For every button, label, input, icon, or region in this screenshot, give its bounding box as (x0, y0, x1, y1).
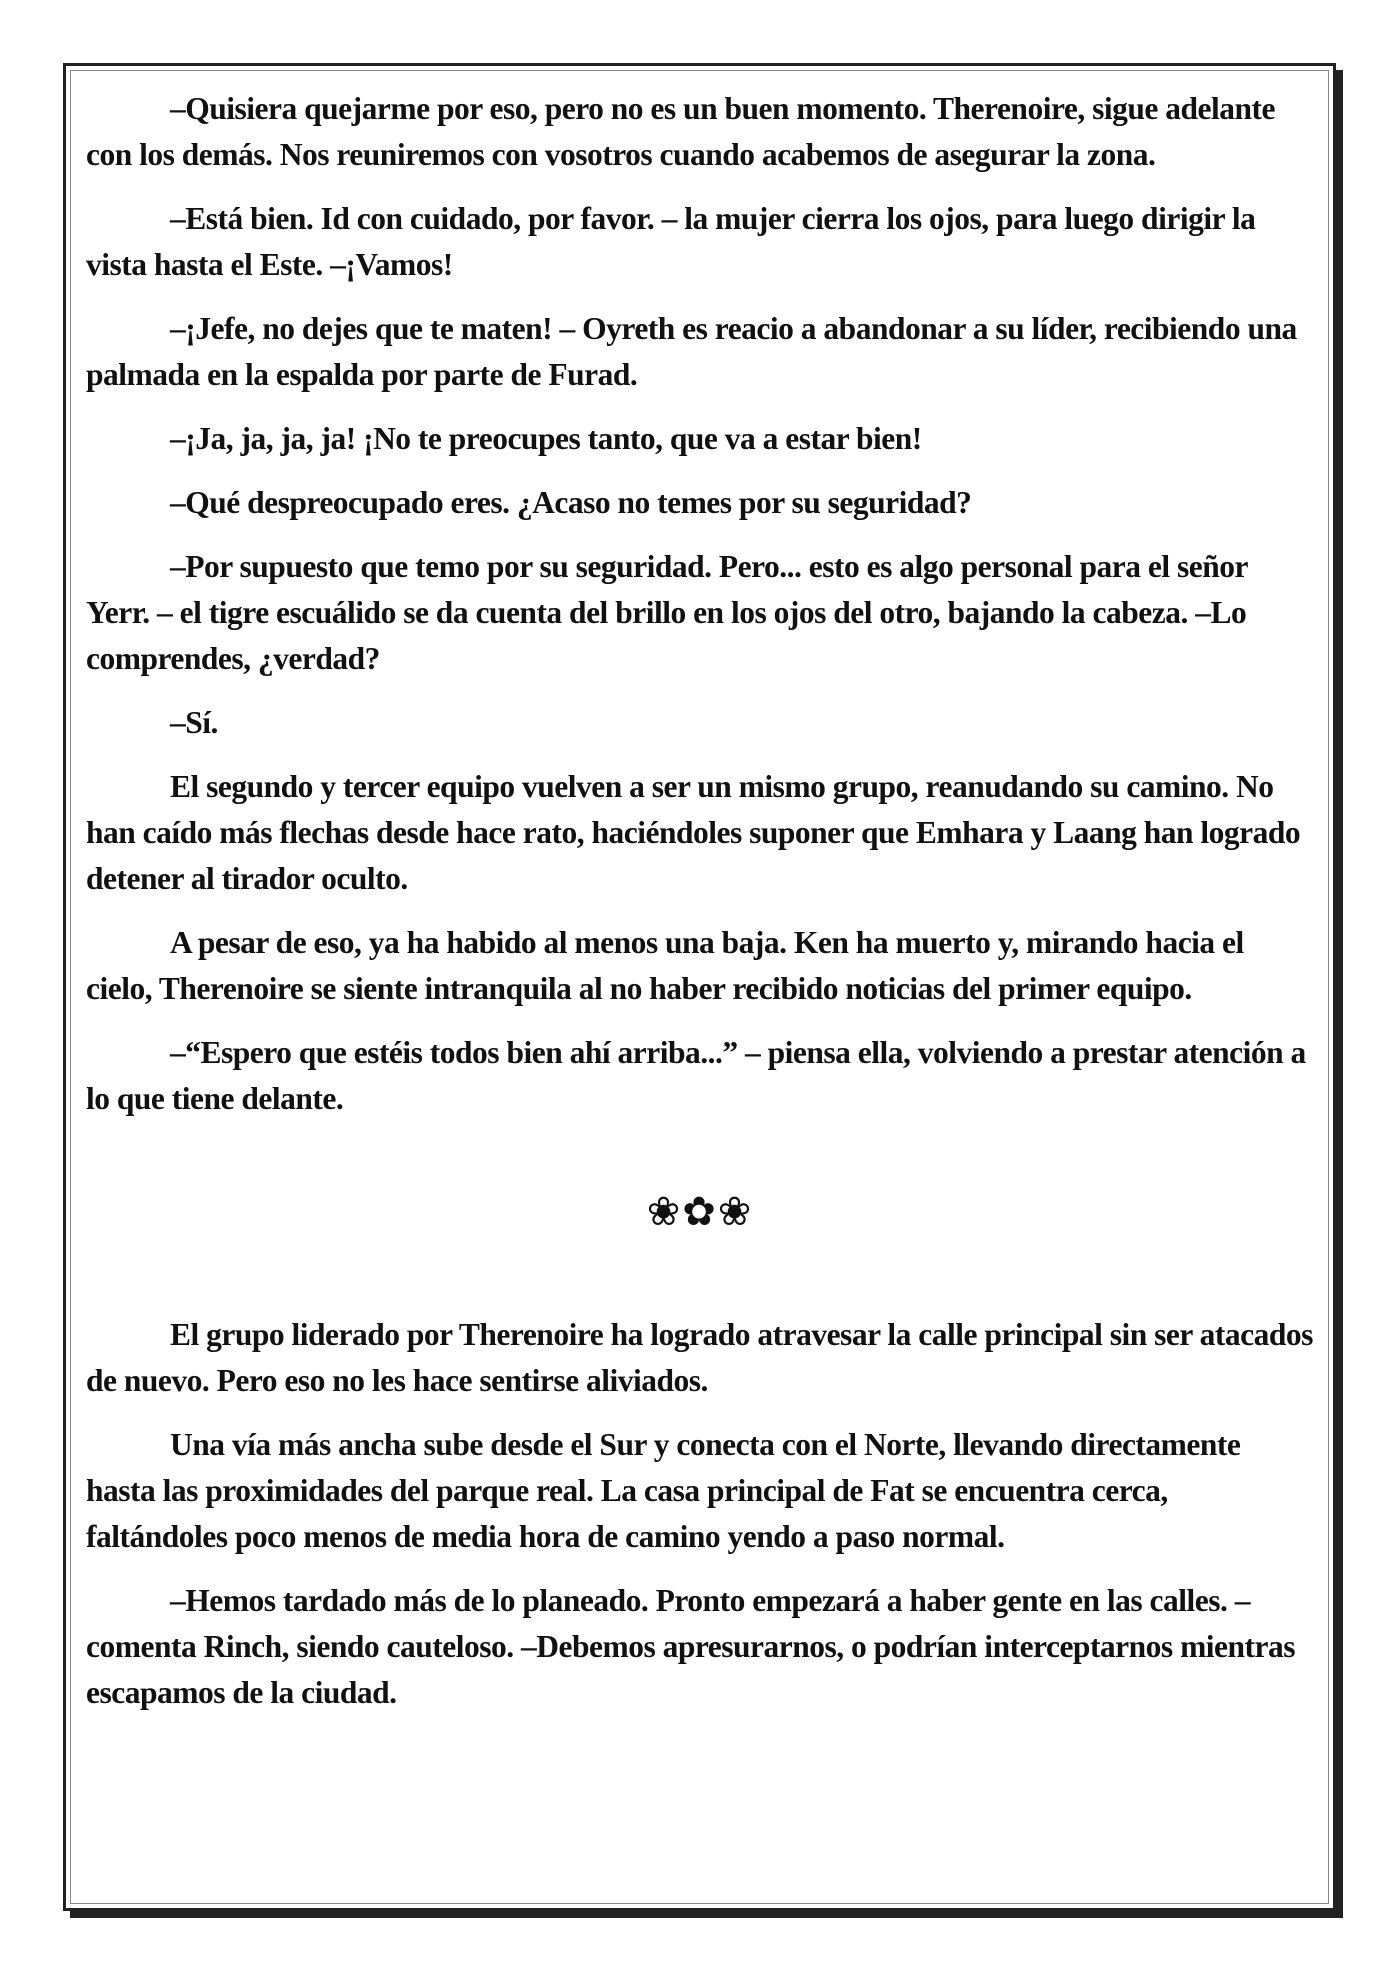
paragraph: –¡Jefe, no dejes que te maten! – Oyreth es reacio a abandonar a su líder, recibiendo una palmada en la espalda por parte de Furad. (86, 311, 1297, 392)
paragraph: –¡Ja, ja, ja, ja! ¡No te preocupes tanto, que va a estar bien! (170, 421, 922, 456)
paragraph: –Qué despreocupado eres. ¿Acaso no temes por su seguridad? (170, 485, 972, 520)
page-text (86, 86, 1314, 1734)
paragraph: –Hemos tardado más de lo planeado. Pronto empezará a haber gente en las calles. – comenta Rinch, siendo cauteloso. –Debemos apresurarnos, o podrían interceptarnos mientras escapamos de la ciudad. (86, 1583, 1296, 1710)
paragraph: –Está bien. Id con cuidado, por favor. – la mujer cierra los ojos, para luego dirigir la vista hasta el Este. –¡Vamos! (86, 201, 1256, 282)
paragraph: A pesar de eso, ya ha habido al menos una baja. Ken ha muerto y, mirando hacia el cielo, Therenoire se siente intranquila al no haber recibido noticias del primer equipo. (86, 925, 1244, 1006)
flower-separator-icon: ❀✿❀ (646, 1189, 754, 1234)
paragraph: –Por supuesto que temo por su seguridad. Pero... esto es algo personal para el señor Yerr. – el tigre escuálido se da cuenta del brillo en los ojos del otro, bajando la cabeza. –Lo comprendes, ¿verdad? (86, 549, 1248, 676)
paragraph: –“Espero que estéis todos bien ahí arriba...” – piensa ella, volviendo a prestar atención a lo que tiene delante. (86, 1035, 1306, 1116)
paragraph: El segundo y tercer equipo vuelven a ser un mismo grupo, reanudando su camino. No han caído más flechas desde hace rato, haciéndoles suponer que Emhara y Laang han logrado detener al tirador oculto. (86, 769, 1301, 896)
paragraph: El grupo liderado por Therenoire ha logrado atravesar la calle principal sin ser atacados de nuevo. Pero eso no les hace sentirse aliviados. (86, 1317, 1313, 1398)
paragraph: –Sí. (170, 705, 218, 740)
page-frame (63, 63, 1336, 1911)
paragraph: Una vía más ancha sube desde el Sur y conecta con el Norte, llevando directamente hasta las proximidades del parque real. La casa principal de Fat se encuentra cerca, faltándoles poco menos de media hora de camino yendo a paso normal. (86, 1427, 1241, 1554)
paragraph: –Quisiera quejarme por eso, pero no es un buen momento. Therenoire, sigue adelante con los demás. Nos reuniremos con vosotros cuando acabemos de asegurar la zona. (86, 91, 1275, 172)
